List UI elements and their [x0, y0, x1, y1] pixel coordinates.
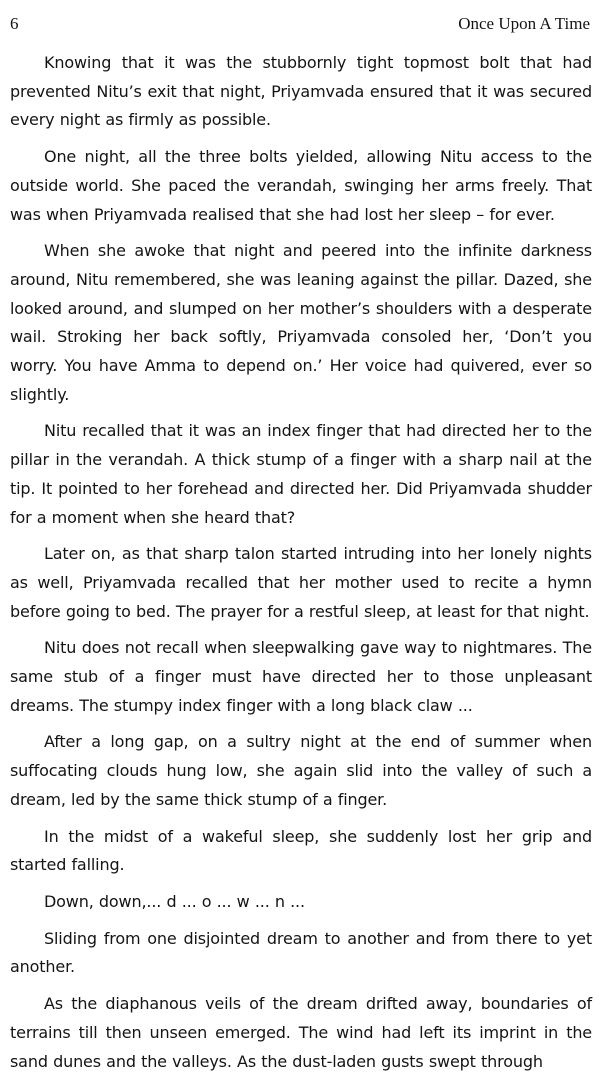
paragraph-4: Nitu recalled that it was an index finger that had directed her to the pillar in the verandah. A thick stump of a finger with a sharp nail at the tip. It pointed to her forehead and directed her. Did Priyamvada shudder for a moment when she heard that? [10, 421, 592, 527]
page-number: 6 [10, 14, 19, 33]
paragraph-3: When she awoke that night and peered into the infinite darkness around, Nitu remembered, she was leaning against the pillar. Dazed, she looked around, and slumped on her mother’s shoulders with a desperate wail. Stroking her back softly, Priyamvada consoled her, ‘Don’t you worry. You have Amma to depend on.’ Her voice had quivered, ever so slightly. [10, 241, 592, 404]
paragraph-11: As the diaphanous veils of the dream drifted away, boundaries of terrains till then unseen emerged. The wind had left its imprint in the sand dunes and the valleys. As the dust-laden gusts swept through [10, 994, 592, 1071]
paragraph-6: Nitu does not recall when sleepwalking gave way to nightmares. The same stub of a finger must have directed her to those unpleasant dreams. The stumpy index finger with a long black claw ... [10, 638, 592, 715]
paragraph-7: After a long gap, on a sultry night at the end of summer when suffocating clouds hung low, she again slid into the valley of such a dream, led by the same thick stump of a finger. [10, 732, 592, 809]
paragraph-9: Down, down,... d ... o ... w ... n ... [44, 891, 305, 911]
paragraph-10: Sliding from one disjointed dream to another and from there to yet another. [10, 928, 592, 977]
paragraph-1: Knowing that it was the stubbornly tight topmost bolt that had prevented Nitu’s exit that night, Priyamvada ensured that it was secured every night as firmly as possible. [10, 53, 592, 130]
book-title: Once Upon A Time [458, 14, 590, 33]
paragraph-2: One night, all the three bolts yielded, allowing Nitu access to the outside world. She paced the verandah, swinging her arms freely. That was when Priyamvada realised that she had lost her sleep – for ever. [10, 147, 592, 224]
body-text [10, 49, 592, 1084]
running-header [10, 14, 590, 36]
paragraph-5: Later on, as that sharp talon started intruding into her lonely nights as well, Priyamvada recalled that her mother used to recite a hymn before going to bed. The prayer for a restful sleep, at least for that night. [10, 544, 592, 621]
paragraph-8: In the midst of a wakeful sleep, she suddenly lost her grip and started falling. [10, 826, 592, 875]
